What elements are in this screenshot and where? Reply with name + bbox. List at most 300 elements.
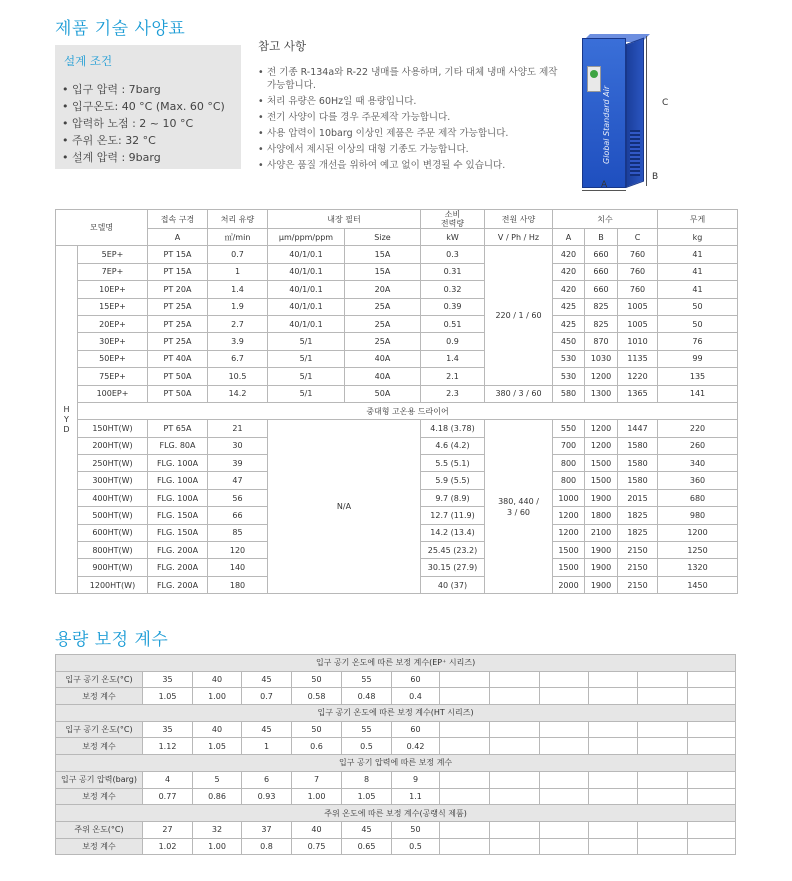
cell-model: 75EP+ (78, 368, 148, 385)
cell-weight: 260 (658, 437, 738, 454)
cell-filter: N/A (268, 420, 421, 594)
cell-dim-b: 1200 (585, 368, 618, 385)
cell-weight: 680 (658, 489, 738, 506)
cell-filter-size: 25A (345, 315, 421, 332)
cell-weight: 41 (658, 246, 738, 263)
cell-flow: 180 (208, 576, 268, 593)
cell-weight: 41 (658, 263, 738, 280)
cell-dim-a: 1500 (553, 559, 585, 576)
cell-weight: 220 (658, 420, 738, 437)
correction-value: 0.42 (392, 738, 440, 755)
cell-weight: 99 (658, 350, 738, 367)
cell-electric: 220 / 1 / 60 (485, 246, 553, 385)
cell-dim-a: 420 (553, 281, 585, 298)
correction-row (56, 721, 736, 738)
unit-flow: ㎥/min (208, 229, 268, 246)
cell-flow: 2.7 (208, 315, 268, 332)
empty-cell (440, 788, 490, 805)
empty-cell (688, 821, 736, 838)
empty-cell (589, 738, 638, 755)
empty-cell (688, 738, 736, 755)
cell-flow: 14.2 (208, 385, 268, 402)
cell-dim-a: 530 (553, 350, 585, 367)
cell-flow: 56 (208, 489, 268, 506)
correction-caption-row (56, 805, 736, 822)
correction-value: 40 (292, 821, 342, 838)
table-row (56, 420, 738, 437)
cell-flow: 21 (208, 420, 268, 437)
cell-filter-size: 50A (345, 385, 421, 402)
empty-cell (589, 721, 638, 738)
dimension-label-c: C (662, 98, 669, 108)
cell-model: 200HT(W) (78, 437, 148, 454)
cell-filter-size: 40A (345, 368, 421, 385)
empty-cell (540, 688, 589, 705)
cell-filter-grade: 5/1 (268, 385, 345, 402)
cell-dim-b: 825 (585, 298, 618, 315)
cell-flow: 120 (208, 542, 268, 559)
empty-cell (540, 738, 589, 755)
cell-model: 10EP+ (78, 281, 148, 298)
cell-connection: FLG. 150A (148, 507, 208, 524)
cell-dim-c: 1005 (618, 298, 658, 315)
unit-dim-b: B (585, 229, 618, 246)
spec-table (55, 209, 738, 594)
correction-value: 6 (242, 771, 292, 788)
correction-value: 35 (143, 671, 193, 688)
cell-dim-c: 760 (618, 263, 658, 280)
note-item: • 사양은 품질 개선을 위하여 예고 없이 변경될 수 있습니다. (258, 159, 558, 172)
cell-connection: PT 65A (148, 420, 208, 437)
cell-weight: 360 (658, 472, 738, 489)
empty-cell (589, 838, 638, 855)
header-weight: 무게 (658, 210, 738, 229)
cell-dim-a: 420 (553, 246, 585, 263)
correction-value: 1.00 (193, 688, 242, 705)
correction-row-label: 보정 계수 (56, 738, 143, 755)
series-label: H Y D (56, 246, 78, 594)
table-row (56, 281, 738, 298)
empty-cell (688, 688, 736, 705)
cell-dim-c: 1010 (618, 333, 658, 350)
dimension-label-a: A (601, 180, 608, 190)
correction-value: 27 (143, 821, 193, 838)
cell-connection: PT 20A (148, 281, 208, 298)
cell-filter-size: 40A (345, 350, 421, 367)
cell-model: 5EP+ (78, 246, 148, 263)
correction-value: 0.86 (193, 788, 242, 805)
cell-dim-b: 660 (585, 281, 618, 298)
cell-filter-grade: 5/1 (268, 333, 345, 350)
correction-row (56, 821, 736, 838)
cell-flow: 1 (208, 263, 268, 280)
cell-model: 1200HT(W) (78, 576, 148, 593)
cell-filter-size: 20A (345, 281, 421, 298)
unit-power: kW (421, 229, 485, 246)
unit-weight: kg (658, 229, 738, 246)
empty-cell (589, 771, 638, 788)
product-image (568, 30, 668, 190)
cell-model: 900HT(W) (78, 559, 148, 576)
correction-value: 50 (292, 721, 342, 738)
correction-value: 0.5 (392, 838, 440, 855)
note-item: • 전 기종 R-134a와 R-22 냉매를 사용하며, 기타 대체 냉매 사양도 제작 가능합니다. (258, 66, 558, 92)
table-row (56, 333, 738, 350)
cell-dim-a: 425 (553, 298, 585, 315)
cell-filter-grade: 5/1 (268, 350, 345, 367)
header-dimensions: 치수 (553, 210, 658, 229)
cell-dim-a: 1500 (553, 542, 585, 559)
section-label: 중대형 고온용 드라이어 (78, 402, 738, 419)
cell-flow: 10.5 (208, 368, 268, 385)
notes-list (258, 66, 558, 172)
header-power: 소비 전력량 (421, 210, 485, 229)
cell-filter-size: 25A (345, 333, 421, 350)
cell-power: 0.32 (421, 281, 485, 298)
cell-model: 50EP+ (78, 350, 148, 367)
empty-cell (638, 838, 688, 855)
cell-filter-size: 25A (345, 298, 421, 315)
cell-dim-c: 1580 (618, 455, 658, 472)
cell-weight: 980 (658, 507, 738, 524)
cell-dim-a: 420 (553, 263, 585, 280)
cell-power: 40 (37) (421, 576, 485, 593)
cell-connection: FLG. 100A (148, 489, 208, 506)
cell-dim-a: 800 (553, 455, 585, 472)
correction-value: 0.6 (292, 738, 342, 755)
cell-power: 0.39 (421, 298, 485, 315)
notes-title: 참고 사항 (258, 39, 307, 53)
empty-cell (540, 838, 589, 855)
correction-value: 45 (242, 671, 292, 688)
empty-cell (638, 721, 688, 738)
cell-flow: 0.7 (208, 246, 268, 263)
design-conditions-box (55, 45, 241, 169)
cell-connection: FLG. 80A (148, 437, 208, 454)
cell-power: 0.3 (421, 246, 485, 263)
cell-filter-grade: 40/1/0.1 (268, 281, 345, 298)
cell-connection: PT 25A (148, 298, 208, 315)
table-row (56, 368, 738, 385)
table-row (56, 385, 738, 402)
cell-power: 25.45 (23.2) (421, 542, 485, 559)
correction-value: 1.00 (193, 838, 242, 855)
correction-value: 1.05 (193, 738, 242, 755)
correction-row (56, 788, 736, 805)
cell-model: 30EP+ (78, 333, 148, 350)
correction-value: 0.65 (342, 838, 392, 855)
correction-value: 4 (143, 771, 193, 788)
cell-dim-c: 2150 (618, 559, 658, 576)
cell-filter-grade: 40/1/0.1 (268, 315, 345, 332)
empty-cell (490, 771, 540, 788)
correction-value: 40 (193, 721, 242, 738)
empty-cell (490, 671, 540, 688)
empty-cell (440, 738, 490, 755)
cell-dim-c: 1220 (618, 368, 658, 385)
empty-cell (688, 721, 736, 738)
unit-connection: A (148, 229, 208, 246)
cell-dim-c: 1825 (618, 524, 658, 541)
cell-weight: 1200 (658, 524, 738, 541)
cell-dim-b: 1200 (585, 437, 618, 454)
cell-flow: 39 (208, 455, 268, 472)
correction-value: 55 (342, 721, 392, 738)
cell-flow: 3.9 (208, 333, 268, 350)
correction-caption: 입구 공기 온도에 따른 보정 계수(HT 시리즈) (56, 705, 736, 722)
table-row (56, 246, 738, 263)
cell-dim-c: 760 (618, 281, 658, 298)
header-electric: 전원 사양 (485, 210, 553, 229)
cell-dim-b: 2100 (585, 524, 618, 541)
cell-model: 250HT(W) (78, 455, 148, 472)
cell-dim-a: 425 (553, 315, 585, 332)
correction-row (56, 738, 736, 755)
cell-power: 2.1 (421, 368, 485, 385)
empty-cell (540, 671, 589, 688)
cell-flow: 66 (208, 507, 268, 524)
unit-filter-grade: μm/ppm/ppm (268, 229, 345, 246)
cell-dim-b: 1500 (585, 472, 618, 489)
correction-row-label: 입구 공기 온도(°C) (56, 721, 143, 738)
cell-connection: PT 15A (148, 263, 208, 280)
correction-caption-row (56, 655, 736, 672)
unit-electric: V / Ph / Hz (485, 229, 553, 246)
empty-cell (440, 821, 490, 838)
cell-power: 0.31 (421, 263, 485, 280)
cell-filter-grade: 40/1/0.1 (268, 246, 345, 263)
cell-connection: PT 40A (148, 350, 208, 367)
empty-cell (490, 738, 540, 755)
cell-dim-c: 2150 (618, 576, 658, 593)
cell-dim-c: 2150 (618, 542, 658, 559)
empty-cell (490, 688, 540, 705)
cell-dim-b: 1030 (585, 350, 618, 367)
cell-connection: FLG. 100A (148, 472, 208, 489)
cell-connection: PT 25A (148, 333, 208, 350)
correction-value: 40 (193, 671, 242, 688)
correction-value: 1.02 (143, 838, 193, 855)
cell-power: 0.51 (421, 315, 485, 332)
correction-row-label: 입구 공기 온도(°C) (56, 671, 143, 688)
cell-dim-a: 2000 (553, 576, 585, 593)
cell-dim-b: 825 (585, 315, 618, 332)
design-conditions-title: 설계 조건 (64, 54, 113, 68)
cell-weight: 1250 (658, 542, 738, 559)
table-row (56, 315, 738, 332)
correction-value: 45 (342, 821, 392, 838)
cell-model: 400HT(W) (78, 489, 148, 506)
empty-cell (638, 821, 688, 838)
table-row (56, 350, 738, 367)
empty-cell (440, 721, 490, 738)
correction-value: 35 (143, 721, 193, 738)
cell-weight: 141 (658, 385, 738, 402)
correction-value: 5 (193, 771, 242, 788)
cell-dim-a: 550 (553, 420, 585, 437)
empty-cell (638, 771, 688, 788)
cell-dim-c: 1580 (618, 437, 658, 454)
cell-dim-c: 1580 (618, 472, 658, 489)
spec-title: 제품 기술 사양표 (55, 19, 186, 39)
cell-flow: 47 (208, 472, 268, 489)
cell-filter-grade: 40/1/0.1 (268, 263, 345, 280)
empty-cell (638, 788, 688, 805)
correction-row (56, 838, 736, 855)
cell-connection: FLG. 200A (148, 576, 208, 593)
cell-dim-a: 1200 (553, 507, 585, 524)
empty-cell (540, 721, 589, 738)
correction-value: 37 (242, 821, 292, 838)
cell-dim-c: 1365 (618, 385, 658, 402)
cell-connection: FLG. 200A (148, 559, 208, 576)
unit-filter-size: Size (345, 229, 421, 246)
cell-model: 150HT(W) (78, 420, 148, 437)
cell-dim-b: 1800 (585, 507, 618, 524)
cell-model: 500HT(W) (78, 507, 148, 524)
cell-model: 100EP+ (78, 385, 148, 402)
correction-value: 0.7 (242, 688, 292, 705)
cell-dim-b: 870 (585, 333, 618, 350)
cell-dim-b: 660 (585, 246, 618, 263)
empty-cell (490, 721, 540, 738)
design-condition-item: • 주위 온도: 32 °C (62, 134, 156, 147)
section-row (56, 402, 738, 419)
design-condition-item: • 압력하 노점 : 2 ~ 10 °C (62, 117, 194, 130)
cell-weight: 1450 (658, 576, 738, 593)
cell-dim-b: 1900 (585, 542, 618, 559)
header-model: 모델명 (56, 210, 148, 246)
cell-dim-c: 2015 (618, 489, 658, 506)
cell-model: 15EP+ (78, 298, 148, 315)
correction-value: 1.05 (143, 688, 193, 705)
empty-cell (589, 821, 638, 838)
cell-dim-a: 1200 (553, 524, 585, 541)
cell-dim-c: 760 (618, 246, 658, 263)
cell-dim-a: 1000 (553, 489, 585, 506)
correction-value: 0.5 (342, 738, 392, 755)
empty-cell (440, 671, 490, 688)
cell-flow: 1.4 (208, 281, 268, 298)
correction-value: 1.05 (342, 788, 392, 805)
design-condition-item: • 설계 압력 : 9barg (62, 151, 161, 164)
correction-value: 0.4 (392, 688, 440, 705)
empty-cell (688, 771, 736, 788)
cell-model: 7EP+ (78, 263, 148, 280)
empty-cell (589, 671, 638, 688)
dimension-line-c (646, 36, 647, 186)
empty-cell (440, 838, 490, 855)
table-row (56, 298, 738, 315)
empty-cell (638, 671, 688, 688)
cell-dim-b: 1900 (585, 489, 618, 506)
empty-cell (490, 788, 540, 805)
correction-caption: 입구 공기 온도에 따른 보정 계수(EP⁺ 시리즈) (56, 655, 736, 672)
cell-connection: PT 15A (148, 246, 208, 263)
correction-value: 60 (392, 721, 440, 738)
correction-row (56, 671, 736, 688)
empty-cell (440, 688, 490, 705)
note-item: • 처리 유량은 60Hz일 때 용량입니다. (258, 95, 558, 108)
correction-row-label: 입구 공기 압력(barg) (56, 771, 143, 788)
cell-dim-b: 1300 (585, 385, 618, 402)
correction-row (56, 771, 736, 788)
unit-dim-c: C (618, 229, 658, 246)
empty-cell (490, 821, 540, 838)
correction-value: 0.77 (143, 788, 193, 805)
empty-cell (638, 688, 688, 705)
table-row (56, 263, 738, 280)
correction-row-label: 보정 계수 (56, 838, 143, 855)
cell-power: 1.4 (421, 350, 485, 367)
cell-connection: FLG. 200A (148, 542, 208, 559)
correction-value: 0.58 (292, 688, 342, 705)
cell-power: 14.2 (13.4) (421, 524, 485, 541)
correction-value: 1.1 (392, 788, 440, 805)
correction-value: 0.48 (342, 688, 392, 705)
empty-cell (589, 688, 638, 705)
empty-cell (688, 838, 736, 855)
cell-filter-grade: 5/1 (268, 368, 345, 385)
empty-cell (540, 821, 589, 838)
cell-dim-a: 800 (553, 472, 585, 489)
cell-weight: 340 (658, 455, 738, 472)
cell-weight: 50 (658, 315, 738, 332)
correction-value: 7 (292, 771, 342, 788)
dimension-line-a (582, 190, 626, 191)
vent-grille (630, 130, 640, 176)
empty-cell (638, 738, 688, 755)
correction-value: 0.8 (242, 838, 292, 855)
cell-power: 12.7 (11.9) (421, 507, 485, 524)
cell-dim-a: 700 (553, 437, 585, 454)
note-item: • 전기 사양이 다를 경우 주문제작 가능합니다. (258, 111, 558, 124)
cell-model: 800HT(W) (78, 542, 148, 559)
correction-value: 8 (342, 771, 392, 788)
cell-connection: PT 50A (148, 385, 208, 402)
empty-cell (688, 788, 736, 805)
correction-value: 1.00 (292, 788, 342, 805)
correction-row-label: 보정 계수 (56, 788, 143, 805)
cell-dim-c: 1447 (618, 420, 658, 437)
correction-value: 9 (392, 771, 440, 788)
empty-cell (440, 771, 490, 788)
empty-cell (490, 838, 540, 855)
correction-row-label: 보정 계수 (56, 688, 143, 705)
empty-cell (688, 671, 736, 688)
cell-electric: 380, 440 / 3 / 60 (485, 420, 553, 594)
cell-dim-b: 1200 (585, 420, 618, 437)
empty-cell (589, 788, 638, 805)
note-item: • 사용 압력이 10barg 이상인 제품은 주문 제작 가능합니다. (258, 127, 558, 140)
cell-connection: FLG. 100A (148, 455, 208, 472)
cell-power: 5.9 (5.5) (421, 472, 485, 489)
cell-dim-b: 1500 (585, 455, 618, 472)
cell-power: 9.7 (8.9) (421, 489, 485, 506)
cell-dim-c: 1825 (618, 507, 658, 524)
cell-dim-c: 1005 (618, 315, 658, 332)
cell-connection: FLG. 150A (148, 524, 208, 541)
cell-power: 5.5 (5.1) (421, 455, 485, 472)
correction-value: 1 (242, 738, 292, 755)
cell-dim-a: 450 (553, 333, 585, 350)
header-filter: 내장 필터 (268, 210, 421, 229)
cell-model: 20EP+ (78, 315, 148, 332)
status-light-icon (590, 70, 598, 78)
cell-flow: 30 (208, 437, 268, 454)
cell-power: 0.9 (421, 333, 485, 350)
cell-connection: PT 25A (148, 315, 208, 332)
